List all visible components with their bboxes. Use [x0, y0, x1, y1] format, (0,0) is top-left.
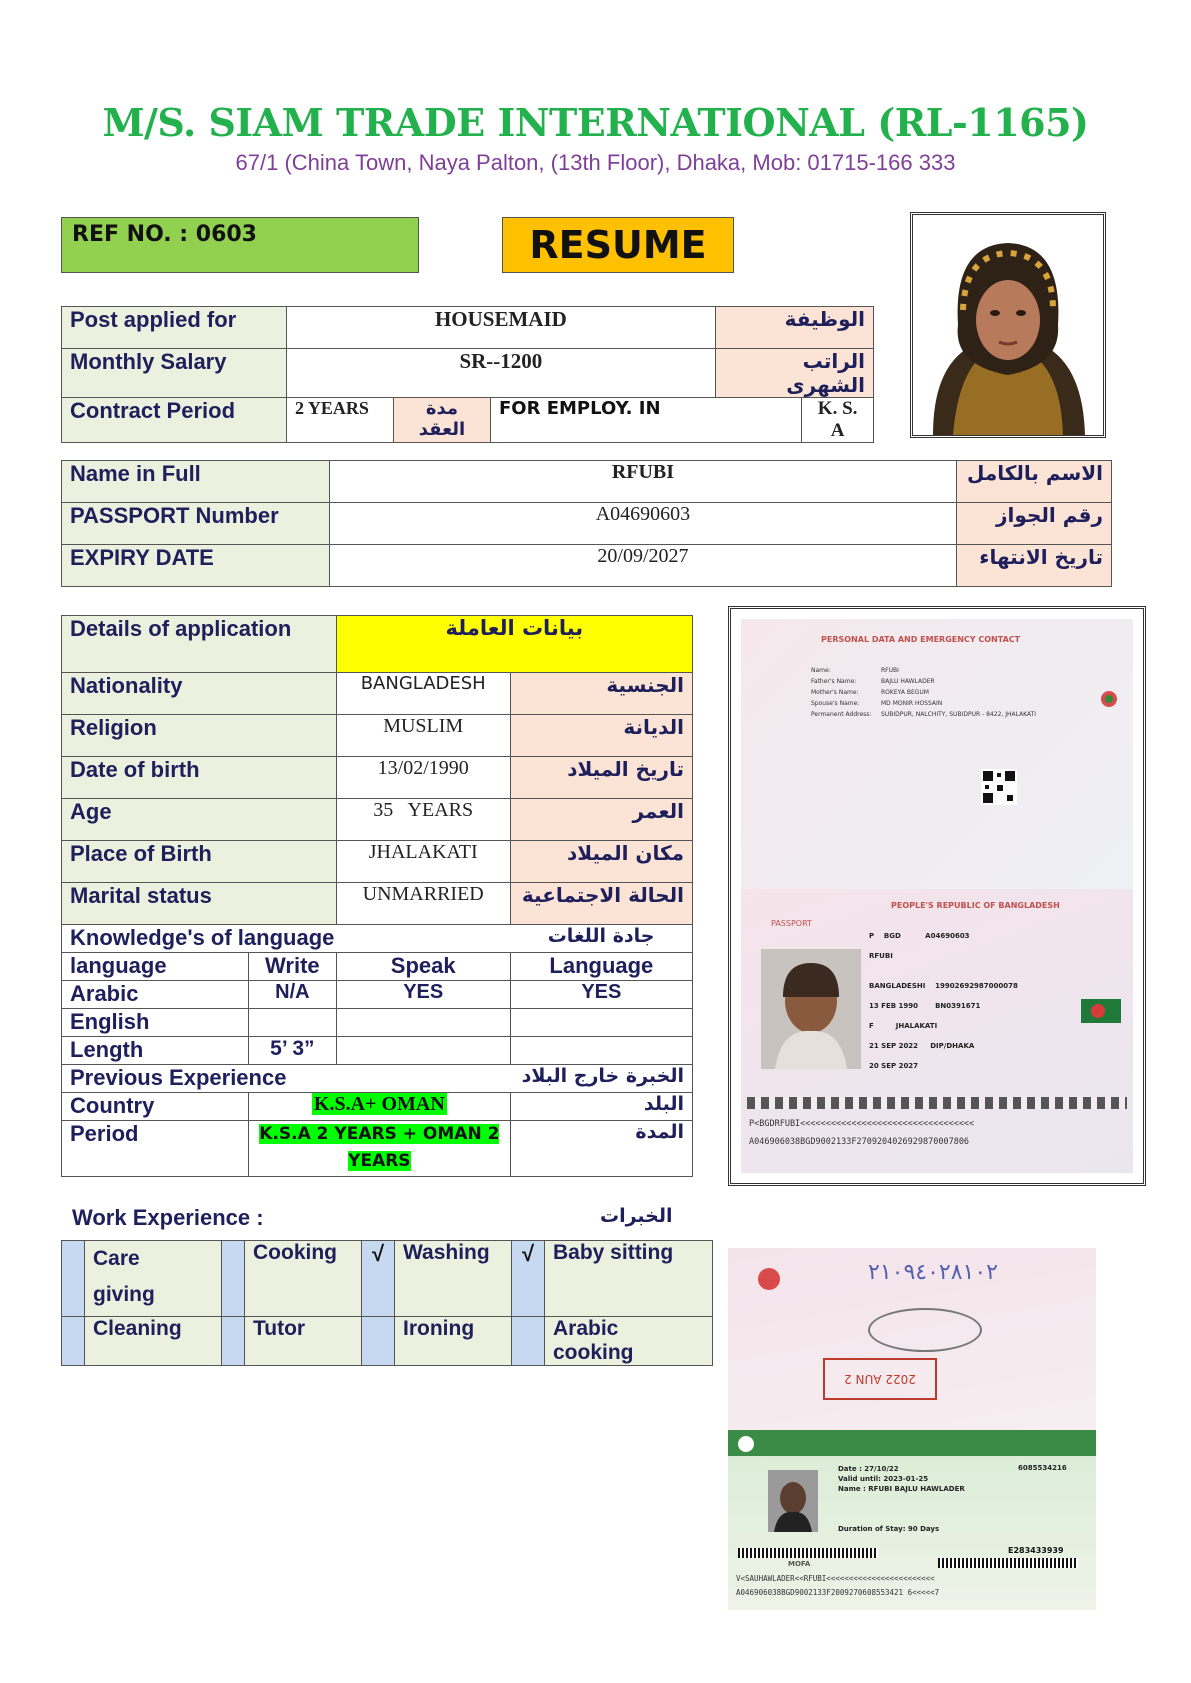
- departure-stamp: 2022 AUN 2: [823, 1358, 937, 1400]
- lang-head-write: Write: [249, 953, 337, 981]
- lang-head-language2: Language: [510, 953, 692, 981]
- passport-scan: [741, 619, 1133, 1173]
- contract-label: Contract Period: [62, 398, 287, 443]
- pob-value: JHALAKATI: [336, 841, 510, 883]
- resume-title-box: [502, 217, 734, 273]
- nationality-label-ar: الجنسية: [510, 673, 692, 715]
- details-table: [61, 615, 693, 1177]
- passport-data-page: [741, 619, 1133, 889]
- age-label: Age: [62, 799, 337, 841]
- profile-photo: [913, 215, 1103, 435]
- prev-exp-label-ar: الخبرة خارج البلاد: [336, 1065, 692, 1093]
- lang-arabic-write: N/A: [249, 981, 337, 1009]
- expiry-label: EXPIRY DATE: [62, 545, 330, 587]
- ref-number: REF NO. : 0603: [72, 222, 257, 247]
- pob-label-ar: مكان الميلاد: [510, 841, 692, 883]
- passport-personal-values: RFUBI BAJLU HAWLADER ROKEYA BEGUM MD MONIR HOSSAIN SUBIDPUR, NALCHITY, SUBIDPUR - 8422, JHALAKATI: [881, 667, 1037, 718]
- religion-label-ar: الديانة: [510, 715, 692, 757]
- work-exp-title-ar: الخبرات: [600, 1205, 673, 1227]
- skill-arabic-cooking: Arabic cooking: [545, 1317, 713, 1366]
- length-value: 5’ 3”: [249, 1037, 337, 1065]
- skill-baby-sitting: Baby sitting: [545, 1241, 713, 1317]
- religion-value: MUSLIM: [336, 715, 510, 757]
- cleaning-checkbox: [62, 1317, 85, 1366]
- country-value: K.S.A+ OMAN: [313, 1093, 445, 1115]
- prev-exp-label: Previous Experience: [62, 1065, 337, 1093]
- marital-label: Marital status: [62, 883, 337, 925]
- passport-personal-labels: Name: Father's Name: Mother's Name: Spouse's Name: Permanent Address:: [811, 667, 872, 718]
- visa-details: Date : 27/10/22 Valid until: 2023-01-25 Name : RFUBI BAJLU HAWLADER Duration of Stay: 90 Days: [838, 1465, 965, 1533]
- post-value: HOUSEMAID: [287, 307, 716, 349]
- visa-scan: [728, 1248, 1096, 1610]
- passport-label: PASSPORT Number: [62, 503, 330, 545]
- passport-scan-frame: [728, 606, 1146, 1186]
- contract-label-ar: مدة العقد: [394, 398, 491, 443]
- skill-ironing: Ironing: [395, 1317, 512, 1366]
- name-label: Name in Full: [62, 461, 330, 503]
- visa-number: 6085534216: [1018, 1464, 1067, 1472]
- length-empty-2: [510, 1037, 692, 1065]
- period-label: Period: [62, 1121, 249, 1177]
- length-label: Length: [62, 1037, 249, 1065]
- language-title-ar: جادة اللغات: [510, 925, 692, 953]
- length-empty-1: [336, 1037, 510, 1065]
- lang-english-speak: [336, 1009, 510, 1037]
- qr-code-icon: [981, 769, 1017, 809]
- ironing-checkbox: [362, 1317, 395, 1366]
- employ-value: K. S. A: [802, 398, 874, 443]
- lang-arabic-speak: YES: [336, 981, 510, 1009]
- company-name: M/S. SIAM TRADE INTERNATIONAL (RL-1165): [102, 100, 1089, 145]
- lang-arabic-language: YES: [510, 981, 692, 1009]
- period-value-line2: YEARS: [348, 1151, 411, 1171]
- visa-sticker: [728, 1430, 1096, 1610]
- resume-title: RESUME: [529, 223, 707, 267]
- passport-value: A04690603: [329, 503, 957, 545]
- passport-pattern-strip: [747, 1097, 1127, 1109]
- passport-label-ar: رقم الجواز: [957, 503, 1112, 545]
- visa-mofa-label: MOFA: [788, 1560, 811, 1568]
- profile-photo-frame: [910, 212, 1106, 438]
- post-label: Post applied for: [62, 307, 287, 349]
- nationality-value: BANGLADESH: [336, 673, 510, 715]
- religion-label: Religion: [62, 715, 337, 757]
- skill-cooking: Cooking: [245, 1241, 362, 1317]
- passport-data-heading: PERSONAL DATA AND EMERGENCY CONTACT: [821, 635, 1021, 644]
- babysitting-check-icon: √: [512, 1241, 545, 1317]
- visa-emblem-icon: [758, 1268, 780, 1290]
- pob-label: Place of Birth: [62, 841, 337, 883]
- skill-cleaning: Cleaning: [85, 1317, 222, 1366]
- period-value-line1: K.S.A 2 YEARS + OMAN 2: [259, 1124, 500, 1144]
- visa-handwriting: ٢١٠٩٤٠٢٨١٠٢: [868, 1260, 998, 1285]
- country-label: Country: [62, 1093, 249, 1121]
- dob-value: 13/02/1990: [336, 757, 510, 799]
- name-value: RFUBI: [329, 461, 957, 503]
- identity-table: [61, 460, 1112, 587]
- visa-barcode-right: [938, 1558, 1078, 1568]
- washing-check-icon: √: [362, 1241, 395, 1317]
- contract-value: 2 YEARS: [287, 398, 394, 443]
- salary-value: SR--1200: [287, 349, 716, 398]
- work-exp-title: Work Experience :: [72, 1205, 264, 1230]
- company-address: 67/1 (China Town, Naya Palton, (13th Floor), Dhaka, Mob: 01715-166 333: [235, 150, 956, 175]
- tutor-checkbox: [222, 1317, 245, 1366]
- cooking-checkbox: [222, 1241, 245, 1317]
- period-label-ar: المدة: [510, 1121, 692, 1177]
- skill-care-giving: Care giving: [85, 1241, 222, 1317]
- bangladesh-emblem-icon: [1099, 649, 1119, 709]
- lang-english-write: [249, 1009, 337, 1037]
- age-value: 35 YEARS: [336, 799, 510, 841]
- skill-washing: Washing: [395, 1241, 512, 1317]
- nationality-label: Nationality: [62, 673, 337, 715]
- details-title: Details of application: [62, 616, 337, 673]
- visa-mrz: V<SAUHAWLADER<<RFUBI<<<<<<<<<<<<<<<<<<<<<<<< A046906038BGD9002133F2009270608553421 6<<<<<7: [736, 1574, 940, 1597]
- employ-label: FOR EMPLOY. IN: [491, 398, 802, 443]
- passport-word: PASSPORT: [771, 919, 812, 928]
- post-label-ar: الوظيفة: [715, 307, 873, 349]
- age-label-ar: العمر: [510, 799, 692, 841]
- lang-english-language: [510, 1009, 692, 1037]
- skill-tutor: Tutor: [245, 1317, 362, 1366]
- visa-header-band: [728, 1430, 1096, 1456]
- salary-label: Monthly Salary: [62, 349, 287, 398]
- details-title-ar: بيانات العاملة: [336, 616, 692, 673]
- care-checkbox: [62, 1241, 85, 1317]
- visa-holder-photo: [768, 1470, 818, 1532]
- country-label-ar: البلد: [510, 1093, 692, 1121]
- dob-label: Date of birth: [62, 757, 337, 799]
- expiry-value: 20/09/2027: [329, 545, 957, 587]
- arabic-cooking-checkbox: [512, 1317, 545, 1366]
- saudi-emblem-icon: [738, 1436, 754, 1452]
- lang-english-label: English: [62, 1009, 249, 1037]
- work-exp-table: [61, 1240, 713, 1366]
- language-title: Knowledge's of language: [62, 925, 511, 953]
- marital-label-ar: الحالة الاجتماعية: [510, 883, 692, 925]
- visa-stamp-page: [728, 1248, 1096, 1430]
- passport-mrz: P<BGDRFUBI<<<<<<<<<<<<<<<<<<<<<<<<<<<<<<<<<< A046906038BGD9002133F2709204026929870007806: [749, 1119, 975, 1147]
- passport-country-title: PEOPLE'S REPUBLIC OF BANGLADESH: [891, 901, 1060, 910]
- country-value-cell: [249, 1093, 511, 1121]
- post-table: [61, 306, 874, 443]
- dob-label-ar: تاريخ الميلاد: [510, 757, 692, 799]
- entry-stamp-icon: [868, 1308, 982, 1352]
- marital-value: UNMARRIED: [336, 883, 510, 925]
- name-label-ar: الاسم بالكامل: [957, 461, 1112, 503]
- lang-head-speak: Speak: [336, 953, 510, 981]
- bangladesh-flag-icon: [1081, 999, 1121, 1023]
- passport-holder-photo: [761, 949, 861, 1069]
- passport-bio-values: P BGD A04690603 RFUBI BANGLADESHI 19902692987000078 13 FEB 1990 BN0391671 F JHALAKATI 21 SEP 2022 DIP/DHAKA 20 SEP 2027: [869, 932, 1018, 1070]
- lang-head-language: language: [62, 953, 249, 981]
- salary-label-ar: الراتب الشهرى: [715, 349, 873, 398]
- visa-barcode-left: [738, 1548, 878, 1558]
- expiry-label-ar: تاريخ الانتهاء: [957, 545, 1112, 587]
- lang-arabic-label: Arabic: [62, 981, 249, 1009]
- visa-e-number: E283433939: [1008, 1546, 1064, 1555]
- passport-bio-page: [741, 889, 1133, 1173]
- ref-number-box: [61, 217, 419, 273]
- period-value-cell: [249, 1121, 511, 1177]
